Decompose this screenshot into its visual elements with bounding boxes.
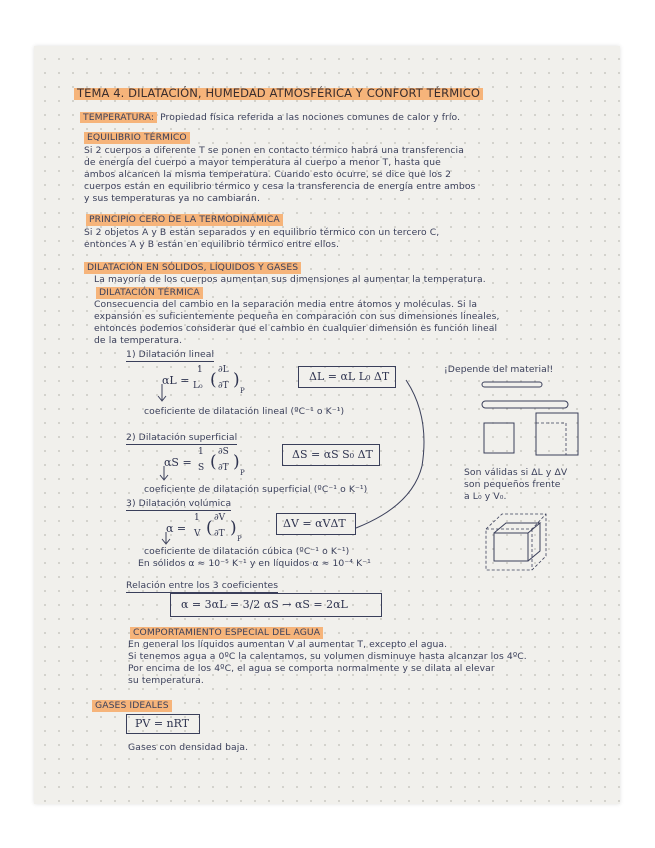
agua-line-3: Por encima de los 4ºC, el agua se comporta normalmente y se dilata al elevar [128,663,495,674]
gases-heading: GASES IDEALES [92,700,172,712]
principio-line-2: entonces A y B están en equilibrio térmico entre ellos. [84,239,339,250]
volumica-frac-den: V [194,529,201,539]
relacion-label: Relación entre los 3 coeficientes [126,580,279,591]
agua-line-4: su temperatura. [128,675,204,686]
rod-expanded-sketch [482,401,568,408]
superficial-boxed-text: ΔS = αS S₀ ΔT [292,448,373,461]
lineal-frac-den: L₀ [193,381,203,391]
principio-line-1: Si 2 objetos A y B están separados y en equilibrio térmico con un tercero C, [84,227,440,238]
superficial-dnum: ∂S [218,447,229,457]
superficial-alpha: αS = [164,456,192,469]
lineal-label: 1) Dilatación lineal [126,349,215,360]
equilibrio-line-3: ambos alcancen la misma temperatura. Cuando esto ocurre, se dice que los 2 [84,169,452,180]
relacion-boxed-text: α = 3αL = 3/2 αS → αS = 2αL [181,598,348,611]
volumica-values: En sólidos α ≈ 10⁻⁵ K⁻¹ y en líquidos α ≈ 10⁻⁴ K⁻¹ [138,558,371,569]
volumica-desc: coeficiente de dilatación cúbica (ºC⁻¹ o K⁻¹) [144,546,350,557]
dilatacion-termica-heading: DILATACIÓN TÉRMICA [96,287,203,299]
lineal-alpha: αL = [162,374,190,387]
superficial-dden: ∂T [218,463,229,473]
lineal-dden: ∂T [218,381,229,391]
volumica-paren-close: ) [230,518,237,538]
volumica-sub: P [237,535,242,543]
depende-note: ¡Depende del material! [444,364,554,375]
dilatacion-line-4: de la temperatura. [94,335,183,346]
superficial-label: 2) Dilatación superficial [126,432,238,443]
volumica-boxed-text: ΔV = αVΔT [283,517,346,530]
dilatacion-line-1: Consecuencia del cambio en la separación media entre átomos y moléculas. Si la [94,299,478,310]
lineal-boxed-text: ΔL = αL L₀ ΔT [309,370,390,383]
volumica-frac-num: 1 [194,513,200,523]
superficial-sub: P [240,469,245,477]
connector-line [356,380,424,528]
lineal-frac-num: 1 [197,365,203,375]
volumica-dnum: ∂V [214,513,226,523]
agua-line-1: En general los líquidos aumentan V al aumentar T, excepto el agua. [128,639,448,650]
note-line-2: son pequeños frente [464,479,561,490]
note-line-1: Son válidas si ΔL y ΔV [464,467,568,478]
volumica-label: 3) Dilatación volúmica [126,498,232,509]
volumica-alpha: α = [166,522,187,535]
lineal-paren-close: ) [233,370,240,390]
agua-heading: COMPORTAMIENTO ESPECIAL DEL AGUA [130,627,323,639]
page-title: TEMA 4. DILATACIÓN, HUMEDAD ATMOSFÉRICA Y CONFORT TÉRMICO [74,88,483,100]
equilibrio-line-2: de energía del cuerpo a mayor temperatura al cuerpo a menor T, hasta que [84,157,441,168]
volumica-paren: ( [206,518,213,538]
gases-note: Gases con densidad baja. [128,742,249,753]
superficial-frac-den: S [198,463,205,473]
equilibrio-line-4: cuerpos están en equilibrio térmico y cesa la transferencia de energía entre ambos [84,181,476,192]
superficial-paren: ( [210,452,217,472]
superficial-desc: coeficiente de dilatación superficial (ºC⁻¹ o K⁻¹) [144,484,368,495]
square-expanded-sketch [536,413,578,455]
note-line-3: a L₀ y V₀. [464,491,507,502]
dilatacion-line-3: entonces podemos considerar que el cambio en cualquier dimensión es función lineal [94,323,498,334]
lineal-dnum: ∂L [218,365,229,375]
agua-line-2: Si tenemos agua a 0ºC la calentamos, su volumen disminuye hasta alcanzar los 4ºC. [128,651,527,662]
gases-boxed-text: PV = nRT [135,717,190,730]
superficial-paren-close: ) [233,452,240,472]
lineal-paren: ( [210,370,217,390]
equilibrio-line-1: Si 2 cuerpos a diferente T se ponen en contacto térmico habrá una transferencia [84,145,464,156]
dilatacion-intro: La mayoría de los cuerpos aumentan sus dimensiones al aumentar la temperatura. [94,274,486,285]
temperatura-label: TEMPERATURA: [80,112,157,123]
lineal-desc: coeficiente de dilatación lineal (ºC⁻¹ o K⁻¹) [144,406,345,417]
cube-expanded-sketch [486,514,546,570]
sketches [34,46,620,804]
square-sketch [484,423,514,453]
equilibrio-line-5: y sus temperaturas ya no cambiarán. [84,193,260,204]
notebook-page [34,46,620,804]
volumica-dden: ∂T [214,529,225,539]
lineal-sub: P [240,387,245,395]
equilibrio-heading: EQUILIBRIO TÉRMICO [84,132,190,144]
dilatacion-line-2: expansión es suficientemente pequeña en comparación con sus dimensiones lineales, [94,311,500,322]
superficial-frac-num: 1 [198,447,204,457]
dilatacion-heading: DILATACIÓN EN SÓLIDOS, LÍQUIDOS Y GASES [84,262,301,274]
rod-sketch [482,382,542,387]
principio-heading: PRINCIPIO CERO DE LA TERMODINÁMICA [86,214,283,226]
temperatura-text: Propiedad física referida a las nociones comunes de calor y frío. [160,112,461,123]
